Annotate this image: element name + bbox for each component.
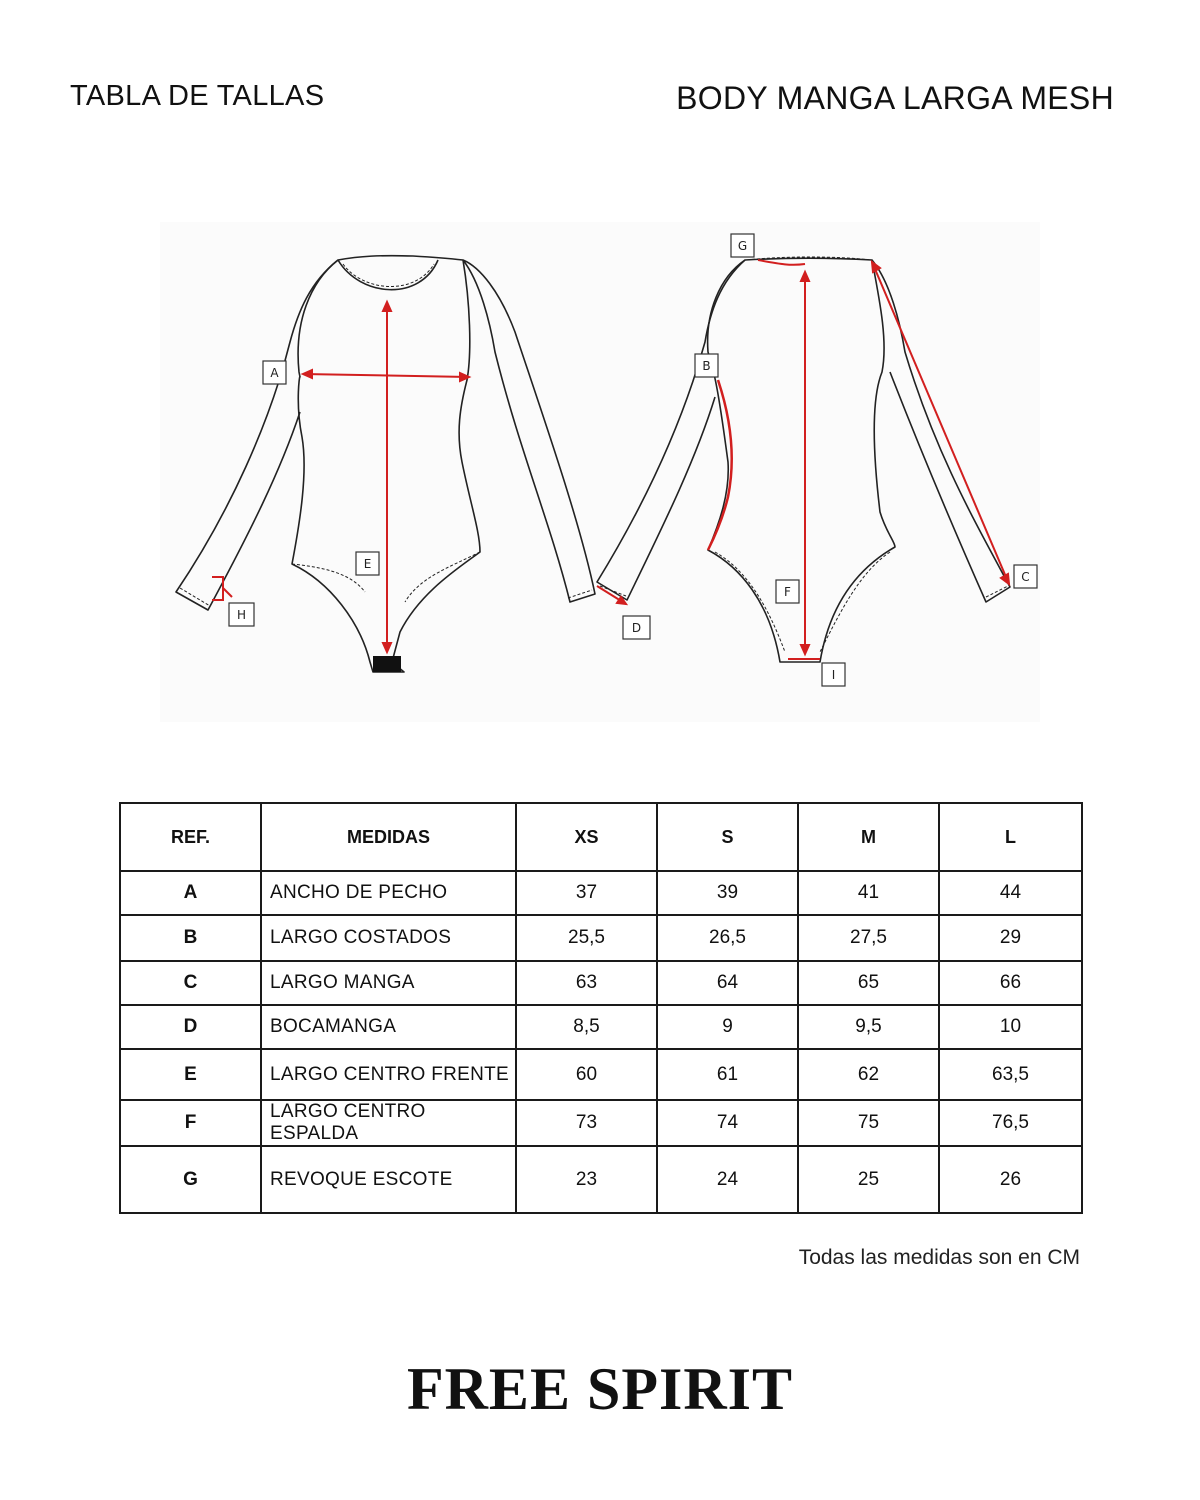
row-s: 26,5 [657,915,798,961]
brand-logo: FREE SPIRIT [406,1356,794,1422]
front-measure-lines [212,302,469,652]
row-m: 9,5 [798,1005,939,1049]
row-l: 66 [939,961,1082,1005]
row-measure: ANCHO DE PECHO [261,871,516,915]
row-measure: REVOQUE ESCOTE [261,1146,516,1213]
table-row [120,1005,1082,1049]
row-xs: 73 [516,1100,657,1146]
product-title: BODY MANGA LARGA MESH [676,80,1114,116]
header-l: L [939,803,1082,871]
row-ref: E [120,1049,261,1100]
svg-text:E: E [363,557,372,571]
row-xs: 8,5 [516,1005,657,1049]
table-row [120,1100,1082,1146]
size-chart-title: TABLA DE TALLAS [70,80,325,112]
table-row [120,1049,1082,1100]
header-m: M [798,803,939,871]
table-row [120,961,1082,1005]
row-xs: 25,5 [516,915,657,961]
row-l: 44 [939,871,1082,915]
label-b-box [695,354,718,377]
label-e-box [356,552,379,575]
header-measures: MEDIDAS [261,803,516,871]
svg-text:H: H [236,608,247,622]
row-m: 41 [798,871,939,915]
svg-text:F: F [784,585,791,599]
label-c-box [1014,565,1037,588]
row-ref: G [120,1146,261,1213]
row-s: 74 [657,1100,798,1146]
row-s: 64 [657,961,798,1005]
row-m: 25 [798,1146,939,1213]
size-table [119,802,1083,1214]
back-view [597,257,1010,662]
header-s: S [657,803,798,871]
table-row [120,1146,1082,1213]
header-xs: XS [516,803,657,871]
garment-diagram [160,222,1040,722]
svg-text:G: G [737,239,748,253]
row-ref: D [120,1005,261,1049]
row-m: 62 [798,1049,939,1100]
row-s: 39 [657,871,798,915]
label-h-box [229,603,254,626]
row-xs: 23 [516,1146,657,1213]
label-f-box [776,580,799,603]
row-m: 27,5 [798,915,939,961]
table-row [120,915,1082,961]
row-measure: BOCAMANGA [261,1005,516,1049]
row-ref: A [120,871,261,915]
svg-text:I: I [831,668,836,682]
table-row [120,871,1082,915]
row-measure: LARGO CENTRO FRENTE [261,1049,516,1100]
svg-text:A: A [270,366,279,380]
row-measure: LARGO MANGA [261,961,516,1005]
svg-text:C: C [1021,570,1030,584]
units-note: Todas las medidas son en CM [798,1246,1080,1269]
label-i-box [822,663,845,686]
row-s: 9 [657,1005,798,1049]
label-a-box [263,361,286,384]
row-xs: 37 [516,871,657,915]
garment-diagram-svg [160,222,1040,722]
row-l: 10 [939,1005,1082,1049]
label-g-box [731,234,754,257]
row-m: 65 [798,961,939,1005]
svg-text:D: D [631,621,642,635]
label-d-box [623,616,650,639]
back-measure-lines [597,260,1009,659]
row-l: 63,5 [939,1049,1082,1100]
svg-text:B: B [702,359,711,373]
row-s: 24 [657,1146,798,1213]
row-l: 29 [939,915,1082,961]
header-ref: REF. [120,803,261,871]
row-ref: B [120,915,261,961]
row-l: 76,5 [939,1100,1082,1146]
row-measure: LARGO CENTRO ESPALDA [261,1100,516,1146]
row-xs: 63 [516,961,657,1005]
row-xs: 60 [516,1049,657,1100]
row-ref: C [120,961,261,1005]
row-s: 61 [657,1049,798,1100]
row-m: 75 [798,1100,939,1146]
row-ref: F [120,1100,261,1146]
row-l: 26 [939,1146,1082,1213]
row-measure: LARGO COSTADOS [261,915,516,961]
table-header-row [120,803,1082,871]
